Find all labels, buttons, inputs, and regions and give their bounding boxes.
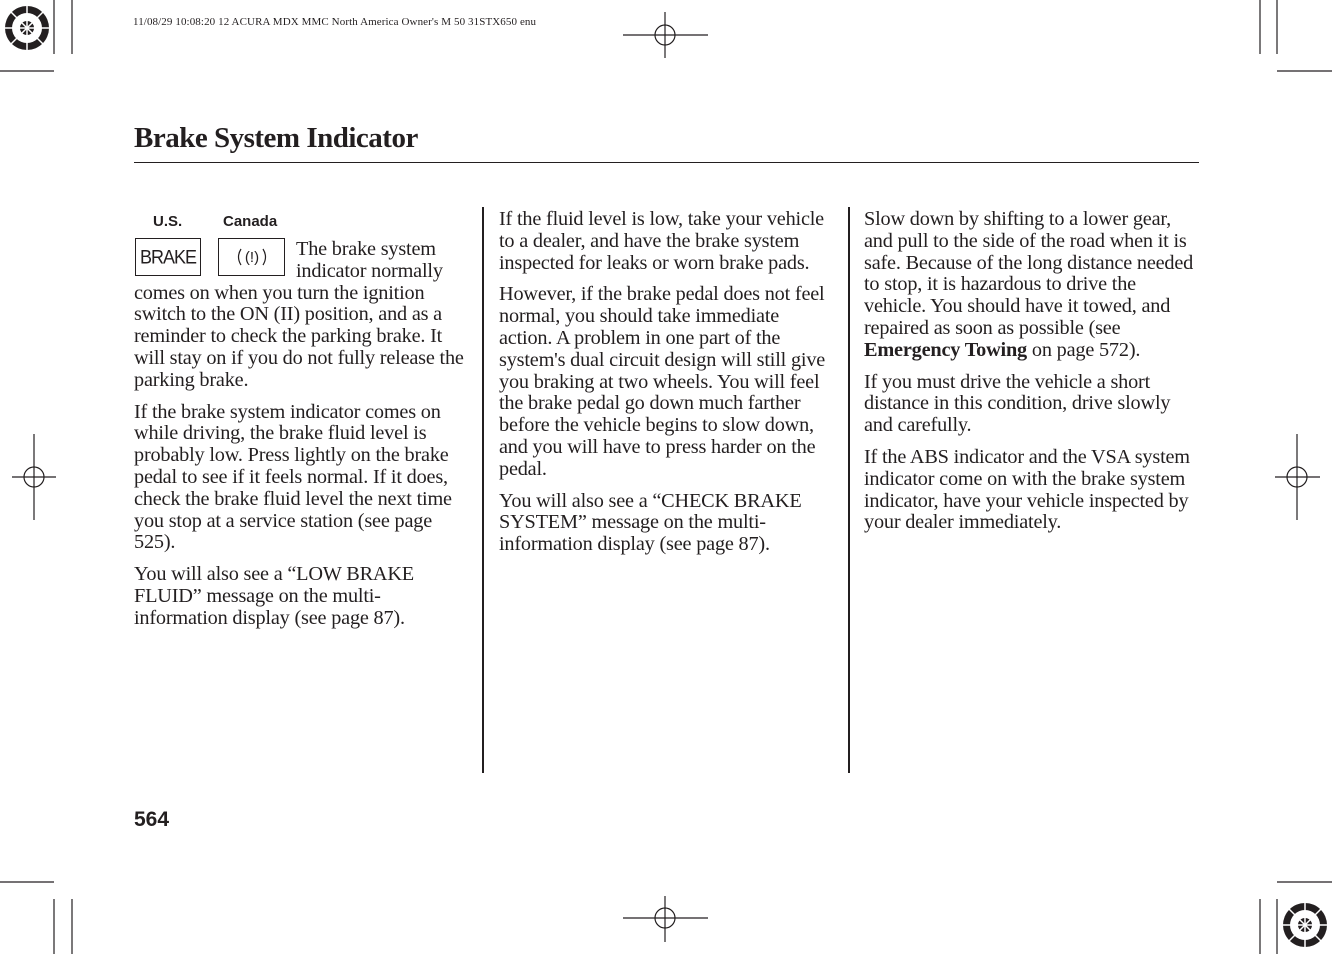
canada-label: Canada <box>223 213 278 230</box>
indicator-float-spacer <box>134 239 296 281</box>
title-rule <box>134 162 1199 163</box>
col2-paragraph-2: However, if the brake pedal does not feel normal, you should take immediate action. A problem in one part of the system's dual circuit design will still give you braking at two wheels. You will feel the brake pedal go down much farther before the vehicle begins to slow down, and you will have to press harder on the pedal. <box>499 283 826 480</box>
column-3 <box>864 209 1200 544</box>
col1-p1-text: The brake system indicator normally comes on when you turn the ignition switch to the ON (II) position, and as a reminder to check the parking brake. It will stay on if you do not fully release the parking brake. <box>134 238 464 391</box>
col3-paragraph-2: If you must drive the vehicle a short distance in this condition, drive slowly and carefully. <box>864 370 1171 437</box>
col2-paragraph-3: You will also see a “CHECK BRAKE SYSTEM” message on the multi-information display (see page 87). <box>499 489 802 556</box>
col1-paragraph-2: If the brake system indicator comes on while driving, the brake fluid level is probably low. Press lightly on the brake pedal to see if it feels normal. If it does, check the brake fluid level the next time you stop at a service station (see page 525). <box>134 400 452 554</box>
print-slug: 11/08/29 10:08:20 12 ACURA MDX MMC North America Owner's M 50 31STX650 enu <box>133 16 537 28</box>
page-number: 564 <box>134 808 170 831</box>
col3-paragraph-1 <box>864 209 1200 362</box>
us-label: U.S. <box>153 213 183 230</box>
col3-paragraph-3: If the ABS indicator and the VSA system indicator come on with the brake system indicator, have your vehicle inspected by your dealer immediately. <box>864 445 1190 534</box>
col2-paragraph-1: If the fluid level is low, take your vehicle to a dealer, and have the brake system inspected for leaks or worn brake pads. <box>499 208 824 274</box>
col3-p1-tail: on page 572). <box>1027 338 1141 361</box>
col3-p1-text: Slow down by shifting to a lower gear, and pull to the side of the road when it is safe. Because of the long distance needed to stop, it is hazardous to drive the vehicle. You should have it towed, and repaired as soon as possible (see <box>864 208 1194 339</box>
column-divider-2 <box>848 207 850 773</box>
brake-warning-symbol: (!) <box>244 249 259 266</box>
page-title: Brake System Indicator <box>134 122 418 154</box>
column-1 <box>134 239 470 640</box>
col1-paragraph-3: You will also see a “LOW BRAKE FLUID” message on the multi-information display (see page 87). <box>134 563 414 629</box>
column-divider-1 <box>482 207 484 773</box>
emergency-towing-reference: Emergency Towing <box>864 338 1028 361</box>
col1-paragraph-1 <box>134 239 470 392</box>
column-2 <box>499 209 835 566</box>
brake-icon-text: BRAKE <box>139 245 197 268</box>
